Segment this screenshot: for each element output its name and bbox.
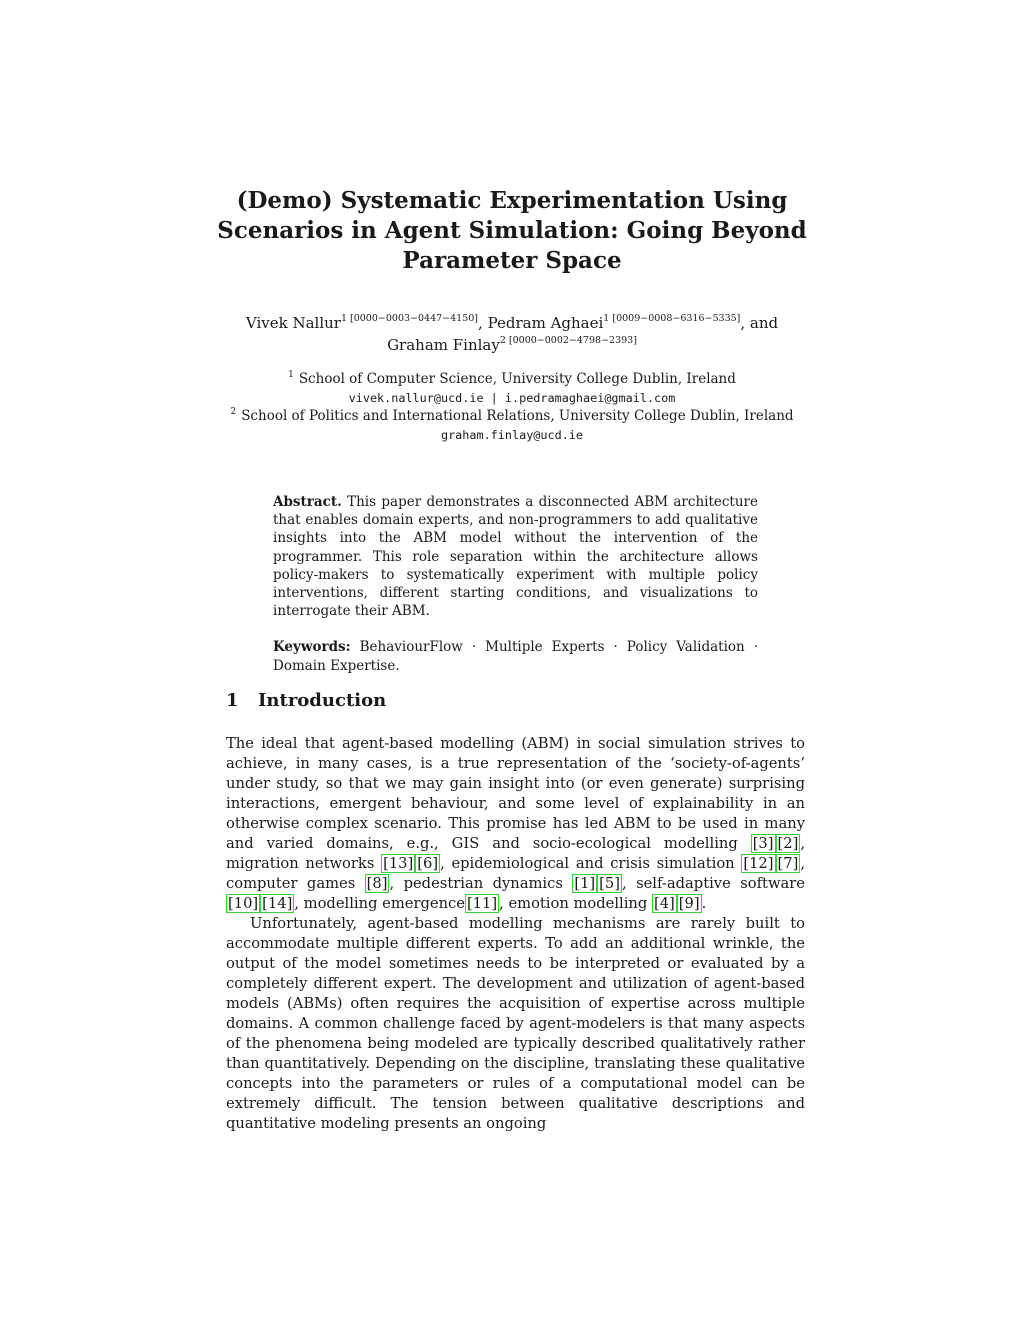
title-line: Scenarios in Agent Simulation: Going Beyond xyxy=(217,217,807,244)
author-list xyxy=(200,312,824,356)
author-name: Graham Finlay xyxy=(387,336,500,354)
paragraph xyxy=(226,734,805,914)
citation-link[interactable]: [12] xyxy=(743,855,774,872)
section-title: Introduction xyxy=(258,690,387,711)
citation-link[interactable]: [14] xyxy=(262,895,293,912)
keywords-label: Keywords: xyxy=(273,639,351,656)
paragraph-text: , modelling emergence xyxy=(294,895,465,912)
paragraph-text: , epidemiological and crisis simulation xyxy=(440,855,742,872)
affiliations xyxy=(200,370,824,444)
section-number: 1 xyxy=(226,690,239,711)
citation-link[interactable]: [5] xyxy=(599,875,620,892)
citation-link[interactable]: [13] xyxy=(383,855,414,872)
title-line: (Demo) Systematic Experimentation Using xyxy=(236,187,788,214)
affiliation-mark: 2 xyxy=(230,407,237,417)
abstract-text: This paper demonstrates a disconnected ABM architecture that enables domain experts, and non-programmers to add qualitative insights into the ABM model without the intervention of the programmer. This role separation within the architecture allows policy-makers to systematically experiment with multiple policy interventions, different starting conditions, and visualizations to interrogate their ABM. xyxy=(273,494,758,620)
abstract-label: Abstract. xyxy=(273,494,342,510)
paragraph-text: , computer games xyxy=(226,855,805,892)
affiliation-mark: 1 xyxy=(288,370,294,380)
affiliation-emails: graham.finlay@ucd.ie xyxy=(440,427,584,442)
paragraph-text: . xyxy=(701,895,707,912)
section-heading xyxy=(226,689,806,713)
affiliation-emails: vivek.nallur@ucd.ie | i.pedramaghaei@gmail.com xyxy=(348,390,676,405)
paper-title xyxy=(150,186,874,276)
keywords-text: BehaviourFlow · Multiple Experts · Policy Validation · Domain Expertise. xyxy=(273,639,758,674)
citation-link[interactable]: [4] xyxy=(653,895,675,912)
paragraph-text: , self-adaptive software xyxy=(621,875,805,892)
abstract-block xyxy=(273,493,758,675)
section-body xyxy=(226,734,805,1134)
author-name: Pedram Aghaei xyxy=(487,314,604,332)
citation-link[interactable]: [10] xyxy=(228,895,259,912)
affiliation xyxy=(200,407,824,426)
affiliation-institution: School of Computer Science, University College Dublin, Ireland xyxy=(298,371,736,387)
paragraph-text: , migration networks xyxy=(226,835,805,872)
keywords xyxy=(273,638,758,674)
citation-link[interactable]: [2] xyxy=(777,835,799,852)
citation-link[interactable]: [3] xyxy=(752,835,774,852)
author-name: Vivek Nallur xyxy=(245,314,341,332)
affiliation-institution: School of Politics and International Relations, University College Dublin, Ireland xyxy=(241,408,794,424)
citation-link[interactable]: [1] xyxy=(574,875,596,892)
paragraph-text: , pedestrian dynamics xyxy=(389,875,573,892)
citation-link[interactable]: [8] xyxy=(366,875,388,892)
author-separator: , xyxy=(478,314,488,332)
citation-link[interactable]: [11] xyxy=(466,895,498,912)
citation-link[interactable]: [7] xyxy=(777,855,799,872)
citation-link[interactable]: [6] xyxy=(417,855,439,872)
paragraph-text: , emotion modelling xyxy=(499,895,652,912)
author-orcid: 1 [0009−0008−6316−5335] xyxy=(603,313,741,324)
author-orcid: 2 [0000−0002−4798−2393] xyxy=(499,335,637,346)
abstract xyxy=(273,493,758,620)
title-line: Parameter Space xyxy=(402,247,622,274)
paragraph-text: The ideal that agent-based modelling (ABM) in social simulation strives to achieve, in many cases, is a true representation of the ‘society-of-agents’ under study, so that we may gain insight into (or even generate) surprising interactions, emergent behaviour, and some level of explainability in an otherwise complex scenario. This promise has led ABM to be used in many and varied domains, e.g., GIS and socio-ecological modelling xyxy=(226,735,805,852)
citation-link[interactable]: [9] xyxy=(678,895,700,912)
paragraph: Unfortunately, agent-based modelling mechanisms are rarely built to accommodate multiple different experts. To add an additional wrinkle, the output of the model sometimes needs to be interpreted or evaluated by a completely different expert. The development and utilization of agent-based models (ABMs) often requires the acquisition of expertise across multiple domains. A common challenge faced by agent-modelers is that many aspects of the phenomena being modeled are typically described qualitatively rather than quantitatively. Depending on the discipline, translating these qualitative concepts into the parameters or rules of a computational model can be extremely difficult. The tension between qualitative descriptions and quantitative modeling presents an ongoing xyxy=(226,915,805,1132)
author-separator: , and xyxy=(740,314,779,332)
affiliation xyxy=(200,370,824,389)
author-orcid: 1 [0000−0003−0447−4150] xyxy=(340,313,479,324)
